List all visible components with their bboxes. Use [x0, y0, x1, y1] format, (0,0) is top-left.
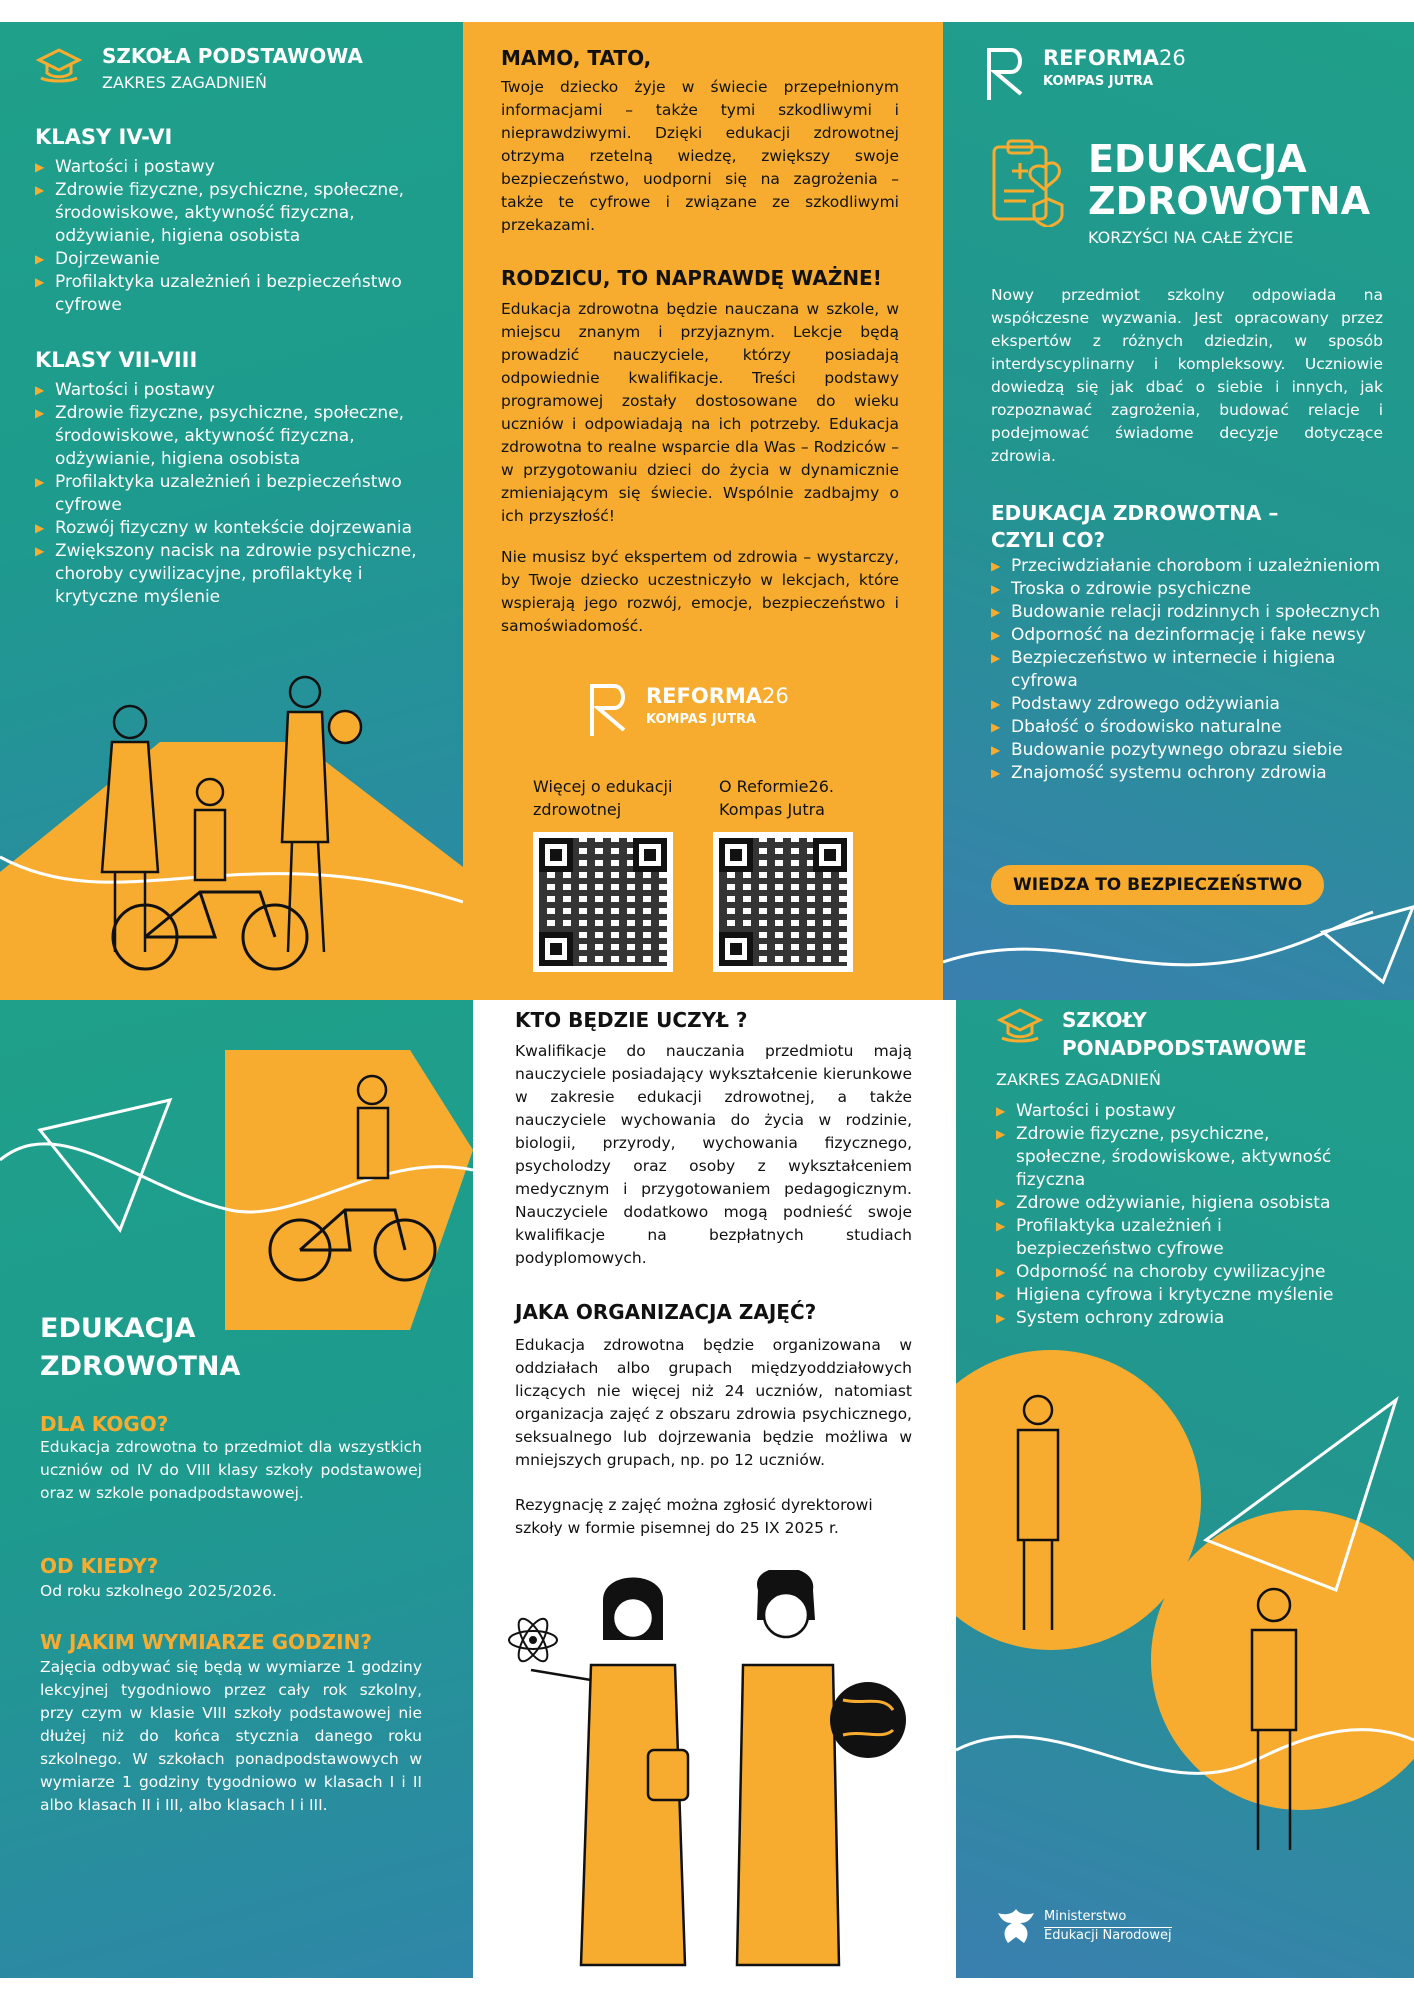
atom-icon: [509, 1615, 557, 1666]
list-item: ▶ Troska o zdrowie psychiczne: [991, 578, 1391, 601]
list-item: ▶ Budowanie pozytywnego obrazu siebie: [991, 739, 1391, 762]
for-whom-heading: DLA KOGO?: [40, 1412, 169, 1436]
list-item: ▶ Zdrowe odżywianie, higiena osobista: [996, 1192, 1356, 1215]
since-when-heading: OD KIEDY?: [40, 1554, 159, 1578]
reforma-logo-cover: [985, 44, 1225, 104]
secondary-subtitle: ZAKRES ZAGADNIEŃ: [996, 1070, 1161, 1089]
panel-cover: [943, 22, 1414, 1000]
reforma-logo-mark: [985, 44, 1029, 102]
organization-text: Edukacja zdrowotna będzie organizowana w oddziałach albo grupach międzyoddziałowych liczących nie więcej niż 24 uczniów, natomiast organizacja zajęć z obszaru zdrowia psychicznego, seksualnego lub dojrzewania będzie możliwa w mniejszych grupach, np. po 12 uczniów.: [515, 1336, 912, 1469]
students-illustration: [956, 1340, 1414, 1920]
parents-text: Twoje dziecko żyje w świecie przepełnionym informacjami – także tymi szkodliwymi i nieprawdziwymi. Dzięki edukacji zdrowotnej otrzyma rzetelną wiedzę, zwiększy swoje bezpieczeństwo, uodporni się na zagrożenia – także te cyfrowe i związane ze szkodliwymi przekazami.: [501, 78, 899, 234]
what-is-heading: EDUKACJA ZDROWOTNA – CZYLI CO?: [991, 501, 1279, 552]
panel-primary-school: [0, 22, 463, 1000]
no-expert-text: Nie musisz być ekspertem od zdrowia – wystarczy, by Twoje dziecko uczestniczyło w lekcjach, które wspierają jego rozwój, emocje, bezpieczeństwo i samoświadomość.: [501, 548, 899, 635]
hours-text: Zajęcia odbywać się będą w wymiarze 1 godziny lekcyjnej tygodniowo przez cały rok szkolny, przy czym w klasie VIII szkoły podstawowej nie dłużej niż do końca stycznia danego roku szkolnego. W szkołach ponadpodstawowych w wymiarze 1 godziny tygodniowo w klasach I i II albo klasach II i III, albo klasach I i III.: [40, 1658, 422, 1814]
graduation-cap-icon: [35, 46, 83, 88]
list-item: ▶ Odporność na dezinformację i fake newsy: [991, 624, 1391, 647]
list-item: ▶ Znajomość systemu ochrony zdrowia: [991, 762, 1391, 785]
list-item: ▶ Profilaktyka uzależnień i bezpieczeństwo cyfrowe: [996, 1215, 1356, 1261]
family-illustration: [0, 662, 463, 1000]
boy-with-bike-illustration: [0, 1020, 473, 1350]
qr-code-reforma26[interactable]: [713, 832, 853, 972]
list-item: ▶ Profilaktyka uzależnień i bezpieczeństwo cyfrowe: [35, 271, 420, 317]
list-item: ▶ System ochrony zdrowia: [996, 1307, 1356, 1330]
grades-7-8-heading: KLASY VII-VIII: [35, 348, 198, 372]
list-item: ▶ Zwiększony nacisk na zdrowie psychiczne, choroby cywilizacyjne, profilaktykę i krytyczne myślenie: [35, 540, 420, 609]
cover-intro: Nowy przedmiot szkolny odpowiada na współczesne wyzwania. Jest opracowany przez ekspertów z różnych dziedzin, w sposób interdyscyplinarny i kompleksowy. Uczniowie dowiedzą się jak dbać o siebie i innych, jak rozpoznawać zagrożenia, budować relacje i podejmować świadome decyzje dotyczące zdrowia.: [991, 286, 1383, 465]
list-item: ▶ Higiena cyfrowa i krytyczne myślenie: [996, 1284, 1356, 1307]
list-item: ▶ Zdrowie fizyczne, psychiczne, społeczne, środowiskowe, aktywność fizyczna, odżywianie, higiena osobista: [35, 179, 420, 248]
list-item: ▶ Zdrowie fizyczne, psychiczne, społeczne, środowiskowe, aktywność fizyczna: [996, 1123, 1356, 1192]
logo-word: REFORMA: [1043, 46, 1160, 70]
panel-parents: [463, 22, 943, 1000]
cover-title-line2: ZDROWOTNA: [1088, 179, 1371, 223]
list-item: ▶ Dojrzewanie: [35, 248, 420, 271]
qr2-caption: O Reformie26. Kompas Jutra: [719, 777, 834, 819]
ministry-name-line1: Ministerstwo: [1044, 1909, 1127, 1924]
qr-code-health-education[interactable]: [533, 832, 673, 972]
secondary-title-line2: PONADPODSTAWOWE: [1062, 1036, 1307, 1060]
list-item: ▶ Dbałość o środowisko naturalne: [991, 716, 1391, 739]
secondary-topics-list: [996, 1100, 1356, 1330]
grades-7-8-list: [35, 379, 420, 609]
hours-heading: W JAKIM WYMIARZE GODZIN?: [40, 1630, 372, 1654]
list-item: ▶ Podstawy zdrowego odżywiania: [991, 693, 1391, 716]
list-item: ▶ Wartości i postawy: [996, 1100, 1356, 1123]
list-item: ▶ Wartości i postawy: [35, 156, 420, 179]
important-heading: RODZICU, TO NAPRAWDĘ WAŻNE!: [501, 266, 882, 290]
ministry-logo: [996, 1905, 1196, 1955]
logo-word: REFORMA: [646, 684, 763, 708]
logo-number: 26: [1159, 46, 1186, 70]
secondary-title-line1: SZKOŁY: [1062, 1008, 1147, 1032]
panel1-title: SZKOŁA PODSTAWOWA: [102, 44, 363, 68]
grades-4-6-heading: KLASY IV-VI: [35, 125, 173, 149]
eagle-emblem-icon: [996, 1905, 1036, 1951]
organization-heading: JAKA ORGANIZACJA ZAJĘĆ?: [515, 1300, 817, 1324]
important-text: Edukacja zdrowotna będzie nauczana w szkole, w miejscu znanym i przyjaznym. Lekcje będą prowadzić nauczyciele, którzy posiadają odpowiednie kwalifikacje. Treści podstawy programowej zostały dostosowane do wieku uczniów i odpowiadają na ich potrzeby. Edukacja zdrowotna to realne wsparcie dla Was – Rodziców – w przygotowaniu dzieci do życia w dynamicznie zmieniającym się świecie. Wspólnie zadbajmy o ich przyszłość!: [501, 300, 899, 525]
reforma-logo: [588, 680, 828, 740]
list-item: ▶ Odporność na choroby cywilizacyjne: [996, 1261, 1356, 1284]
list-item: ▶ Zdrowie fizyczne, psychiczne, społeczne, środowiskowe, aktywność fizyczna, odżywianie, higiena osobista: [35, 402, 420, 471]
cover-title-line1: EDUKACJA: [1088, 137, 1307, 181]
panel-for-whom: [0, 1000, 473, 1978]
reforma-logo-mark: [588, 680, 632, 738]
side-title-line2: ZDROWOTNA: [40, 1351, 241, 1382]
what-is-list: [991, 555, 1391, 785]
who-teaches-heading: KTO BĘDZIE UCZYŁ ?: [515, 1008, 748, 1032]
list-item: ▶ Przeciwdziałanie chorobom i uzależnieniom: [991, 555, 1391, 578]
list-item: ▶ Bezpieczeństwo w internecie i higiena cyfrowa: [991, 647, 1391, 693]
medical-clipboard-icon: [988, 137, 1070, 227]
teachers-illustration: [473, 1570, 956, 1978]
logo-tagline: KOMPAS JUTRA: [646, 712, 757, 727]
list-item: ▶ Wartości i postawy: [35, 379, 420, 402]
list-item: ▶ Budowanie relacji rodzinnych i społecznych: [991, 601, 1391, 624]
for-whom-text: Edukacja zdrowotna to przedmiot dla wszystkich uczniów od IV do VIII klasy szkoły podstawowej oraz w szkole ponadpodstawowej.: [40, 1438, 422, 1502]
panel-teachers: [473, 1000, 956, 1978]
panel1-subtitle: ZAKRES ZAGADNIEŃ: [102, 73, 267, 92]
graduation-cap-icon: [996, 1006, 1044, 1048]
since-when-text: Od roku szkolnego 2025/2026.: [40, 1582, 277, 1600]
qr1-caption: Więcej o edukacji zdrowotnej: [533, 777, 673, 819]
parents-heading: MAMO, TATO,: [501, 46, 652, 70]
list-item: ▶ Profilaktyka uzależnień i bezpieczeństwo cyfrowe: [35, 471, 420, 517]
panel-secondary-school: [956, 1000, 1414, 1978]
cover-subtitle: KORZYŚCI NA CAŁE ŻYCIE: [1088, 228, 1294, 247]
side-title-line1: EDUKACJA: [40, 1313, 196, 1344]
list-item: ▶ Rozwój fizyczny w kontekście dojrzewania: [35, 517, 420, 540]
resignation-text: Rezygnację z zajęć można zgłosić dyrektorowi szkoły w formie pisemnej do 25 IX 2025 r.: [515, 1496, 873, 1537]
logo-tagline: KOMPAS JUTRA: [1043, 74, 1154, 89]
logo-number: 26: [762, 684, 789, 708]
knowledge-is-safety-badge: WIEDZA TO BEZPIECZEŃSTWO: [991, 865, 1324, 905]
paper-plane-trail: [943, 902, 1414, 1000]
ministry-name-line2: Edukacji Narodowej: [1044, 1928, 1172, 1943]
grades-4-6-list: [35, 156, 420, 317]
who-teaches-text: Kwalifikacje do nauczania przedmiotu mają nauczyciele posiadający wykształcenie kierunkowe w zakresie edukacji zdrowotnej, a także nauczyciele wychowania do życia w rodzinie, biologii, przyrody, wychowania fizycznego, psycholodzy oraz osoby z wykształceniem medycznym i przygotowaniem pedagogicznym. Nauczyciele dodatkowo mogą podnieść swoje kwalifikacje na bezpłatnych studiach podyplomowych.: [515, 1042, 912, 1267]
